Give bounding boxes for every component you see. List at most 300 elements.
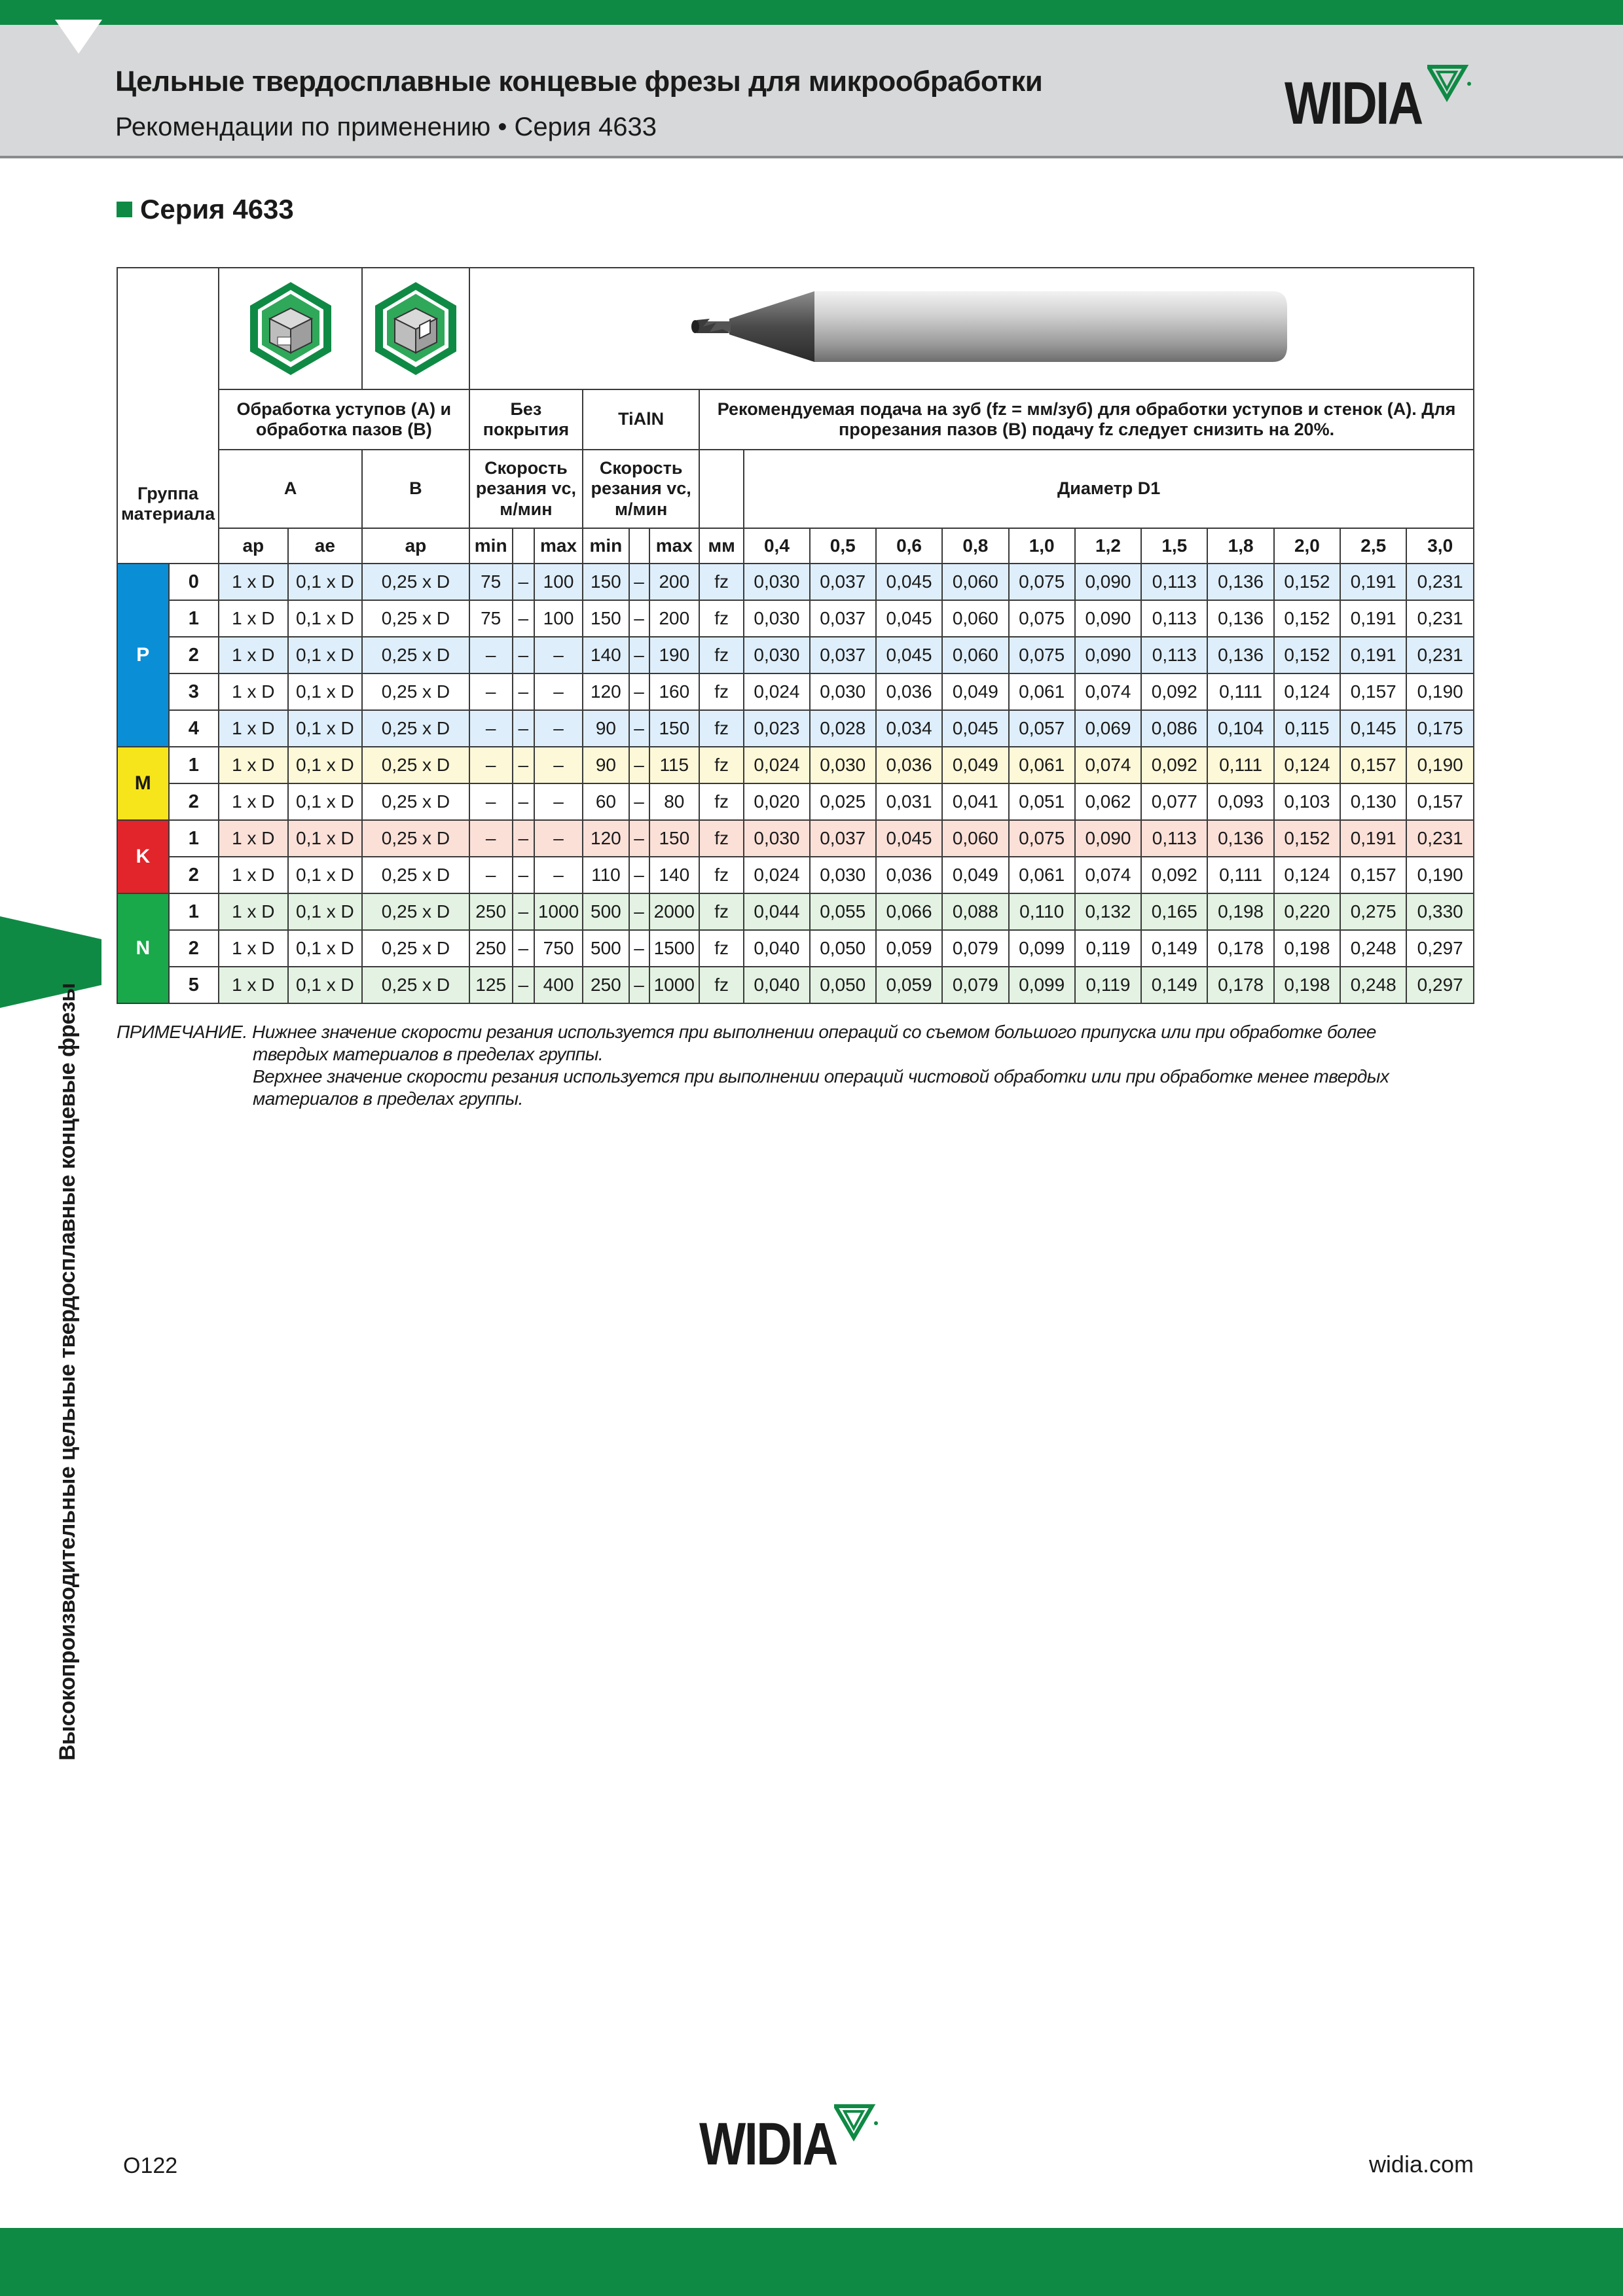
feed-value-cell: 0,220 bbox=[1274, 893, 1340, 930]
table-row bbox=[117, 857, 1474, 893]
feed-value-cell: 0,079 bbox=[942, 930, 1008, 967]
d1-cell: – bbox=[513, 893, 534, 930]
feed-value-cell: 0,136 bbox=[1207, 637, 1273, 673]
d1-cell: – bbox=[513, 967, 534, 1003]
ae-cell: 0,1 x D bbox=[288, 893, 363, 930]
feed-value-cell: 0,045 bbox=[876, 600, 942, 637]
end-mill-tool-image bbox=[611, 274, 1332, 379]
feed-value-cell: 0,062 bbox=[1075, 783, 1141, 820]
feed-value-cell: 0,079 bbox=[942, 967, 1008, 1003]
feed-value-cell: 0,090 bbox=[1075, 600, 1141, 637]
fz-cell: fz bbox=[699, 747, 744, 783]
max2-cell: 190 bbox=[649, 637, 700, 673]
min1-cell: 125 bbox=[469, 967, 513, 1003]
feed-value-cell: 0,034 bbox=[876, 710, 942, 747]
min2-cell: 120 bbox=[583, 820, 629, 857]
feed-value-cell: 0,059 bbox=[876, 930, 942, 967]
feed-value-cell: 0,074 bbox=[1075, 673, 1141, 710]
feed-value-cell: 0,297 bbox=[1406, 967, 1474, 1003]
diameter-col-header: 2,5 bbox=[1340, 528, 1406, 564]
feed-value-cell: 0,165 bbox=[1141, 893, 1207, 930]
feed-value-cell: 0,049 bbox=[942, 857, 1008, 893]
min2-cell: 250 bbox=[583, 967, 629, 1003]
ap2-cell: 0,25 x D bbox=[362, 564, 469, 600]
speed-header-2: Скорость резания vc, м/мин bbox=[583, 450, 699, 528]
table-row bbox=[117, 967, 1474, 1003]
ae-cell: 0,1 x D bbox=[288, 967, 363, 1003]
feed-value-cell: 0,045 bbox=[942, 710, 1008, 747]
feed-value-cell: 0,136 bbox=[1207, 564, 1273, 600]
ap2-cell: 0,25 x D bbox=[362, 710, 469, 747]
d1-cell: – bbox=[513, 710, 534, 747]
feed-value-cell: 0,028 bbox=[810, 710, 876, 747]
feed-value-cell: 0,099 bbox=[1009, 967, 1075, 1003]
feed-value-cell: 0,044 bbox=[744, 893, 809, 930]
coating-uncoated-header: Без покрытия bbox=[469, 389, 583, 450]
ap-cell: 1 x D bbox=[219, 820, 287, 857]
min2-cell: 150 bbox=[583, 564, 629, 600]
blank-header bbox=[699, 450, 744, 528]
ap2-cell: 0,25 x D bbox=[362, 600, 469, 637]
max1-cell: – bbox=[534, 673, 583, 710]
feed-value-cell: 0,104 bbox=[1207, 710, 1273, 747]
feed-value-cell: 0,061 bbox=[1009, 857, 1075, 893]
feed-value-cell: 0,093 bbox=[1207, 783, 1273, 820]
top-green-bar bbox=[0, 0, 1623, 25]
feed-value-cell: 0,061 bbox=[1009, 673, 1075, 710]
fz-cell: fz bbox=[699, 673, 744, 710]
feed-value-cell: 0,124 bbox=[1274, 673, 1340, 710]
side-label: Высокопроизводительные цельные твердосплавные концевые фрезы bbox=[55, 983, 80, 1761]
feed-value-cell: 0,045 bbox=[876, 564, 942, 600]
max1-cell: – bbox=[534, 783, 583, 820]
feed-value-cell: 0,077 bbox=[1141, 783, 1207, 820]
ae-cell: 0,1 x D bbox=[288, 857, 363, 893]
subgroup-cell: 2 bbox=[169, 783, 219, 820]
feed-value-cell: 0,036 bbox=[876, 673, 942, 710]
feed-value-cell: 0,090 bbox=[1075, 564, 1141, 600]
feed-value-cell: 0,149 bbox=[1141, 930, 1207, 967]
feed-value-cell: 0,074 bbox=[1075, 747, 1141, 783]
d2-cell: – bbox=[629, 747, 649, 783]
min1-cell: – bbox=[469, 783, 513, 820]
feed-value-cell: 0,152 bbox=[1274, 600, 1340, 637]
feed-value-cell: 0,111 bbox=[1207, 857, 1273, 893]
feed-value-cell: 0,040 bbox=[744, 967, 809, 1003]
feed-value-cell: 0,111 bbox=[1207, 747, 1273, 783]
widia-triangle-icon bbox=[1427, 64, 1473, 103]
feed-value-cell: 0,030 bbox=[744, 820, 809, 857]
table-row bbox=[117, 747, 1474, 783]
d2-cell: – bbox=[629, 710, 649, 747]
diameter-col-header: 1,2 bbox=[1075, 528, 1141, 564]
ap-cell: 1 x D bbox=[219, 857, 287, 893]
feed-value-cell: 0,060 bbox=[942, 600, 1008, 637]
widia-logo bbox=[1285, 70, 1452, 137]
min2-cell: 110 bbox=[583, 857, 629, 893]
coating-tialn-header: TiAlN bbox=[583, 389, 699, 450]
feed-value-cell: 0,113 bbox=[1141, 600, 1207, 637]
max2-cell: 200 bbox=[649, 600, 700, 637]
feed-value-cell: 0,157 bbox=[1340, 747, 1406, 783]
subgroup-cell: 1 bbox=[169, 820, 219, 857]
max1-cell: – bbox=[534, 637, 583, 673]
min1-header: min bbox=[469, 528, 513, 564]
min1-cell: 75 bbox=[469, 600, 513, 637]
widia-triangle-icon bbox=[834, 2104, 880, 2143]
feed-value-cell: 0,190 bbox=[1406, 673, 1474, 710]
feed-value-cell: 0,124 bbox=[1274, 857, 1340, 893]
feed-value-cell: 0,157 bbox=[1406, 783, 1474, 820]
subgroup-cell: 5 bbox=[169, 967, 219, 1003]
shoulder-icon-cell bbox=[219, 268, 362, 389]
feed-value-cell: 0,050 bbox=[810, 930, 876, 967]
feed-value-cell: 0,145 bbox=[1340, 710, 1406, 747]
diameter-col-header: 1,5 bbox=[1141, 528, 1207, 564]
table-row bbox=[117, 564, 1474, 600]
table-row bbox=[117, 600, 1474, 637]
diameter-col-header: 1,0 bbox=[1009, 528, 1075, 564]
feed-value-cell: 0,113 bbox=[1141, 637, 1207, 673]
feed-value-cell: 0,231 bbox=[1406, 564, 1474, 600]
feed-value-cell: 0,099 bbox=[1009, 930, 1075, 967]
bottom-green-bar bbox=[0, 2228, 1623, 2296]
feed-value-cell: 0,231 bbox=[1406, 820, 1474, 857]
max2-cell: 115 bbox=[649, 747, 700, 783]
fz-cell: fz bbox=[699, 637, 744, 673]
max2-cell: 1000 bbox=[649, 967, 700, 1003]
note-line: Верхнее значение скорости резания используется при выполнении операций чистовой обработки или при обработке менее твердых bbox=[253, 1066, 1389, 1086]
d2-cell: – bbox=[629, 637, 649, 673]
feed-value-cell: 0,231 bbox=[1406, 600, 1474, 637]
max2-cell: 140 bbox=[649, 857, 700, 893]
feed-value-cell: 0,090 bbox=[1075, 637, 1141, 673]
ap2-cell: 0,25 x D bbox=[362, 747, 469, 783]
min2-cell: 140 bbox=[583, 637, 629, 673]
max2-cell: 80 bbox=[649, 783, 700, 820]
ae-header: ae bbox=[288, 528, 363, 564]
fz-cell: fz bbox=[699, 783, 744, 820]
page-title: Цельные твердосплавные концевые фрезы для микрообработки bbox=[115, 65, 1043, 98]
min1-cell: – bbox=[469, 747, 513, 783]
diameter-col-header: 2,0 bbox=[1274, 528, 1340, 564]
feed-value-cell: 0,060 bbox=[942, 820, 1008, 857]
table-row bbox=[117, 710, 1474, 747]
ap2-cell: 0,25 x D bbox=[362, 637, 469, 673]
feed-value-cell: 0,248 bbox=[1340, 967, 1406, 1003]
feed-value-cell: 0,024 bbox=[744, 673, 809, 710]
feed-value-cell: 0,030 bbox=[810, 673, 876, 710]
feed-value-cell: 0,124 bbox=[1274, 747, 1340, 783]
feed-value-cell: 0,136 bbox=[1207, 600, 1273, 637]
feed-value-cell: 0,248 bbox=[1340, 930, 1406, 967]
max2-cell: 150 bbox=[649, 820, 700, 857]
fz-cell: fz bbox=[699, 820, 744, 857]
max1-cell: 1000 bbox=[534, 893, 583, 930]
table-row bbox=[117, 820, 1474, 857]
feed-value-cell: 0,297 bbox=[1406, 930, 1474, 967]
feed-value-cell: 0,136 bbox=[1207, 820, 1273, 857]
green-square-icon bbox=[117, 202, 132, 217]
feed-value-cell: 0,086 bbox=[1141, 710, 1207, 747]
group-header-bottom bbox=[117, 528, 219, 564]
feed-value-cell: 0,149 bbox=[1141, 967, 1207, 1003]
feed-value-cell: 0,157 bbox=[1340, 673, 1406, 710]
d2-cell: – bbox=[629, 893, 649, 930]
diameter-col-header: 0,6 bbox=[876, 528, 942, 564]
d2-cell: – bbox=[629, 820, 649, 857]
max2-cell: 150 bbox=[649, 710, 700, 747]
feed-value-cell: 0,066 bbox=[876, 893, 942, 930]
feed-value-cell: 0,030 bbox=[744, 637, 809, 673]
feed-value-cell: 0,041 bbox=[942, 783, 1008, 820]
feed-value-cell: 0,152 bbox=[1274, 637, 1340, 673]
feed-value-cell: 0,040 bbox=[744, 930, 809, 967]
feed-value-cell: 0,060 bbox=[942, 564, 1008, 600]
feed-value-cell: 0,051 bbox=[1009, 783, 1075, 820]
feed-value-cell: 0,075 bbox=[1009, 600, 1075, 637]
feed-value-cell: 0,069 bbox=[1075, 710, 1141, 747]
table-row bbox=[117, 930, 1474, 967]
feed-value-cell: 0,059 bbox=[876, 967, 942, 1003]
table-row bbox=[117, 783, 1474, 820]
d2-cell: – bbox=[629, 857, 649, 893]
subgroup-cell: 4 bbox=[169, 710, 219, 747]
material-group-k: K bbox=[117, 820, 169, 893]
min2-cell: 500 bbox=[583, 930, 629, 967]
min1-cell: 250 bbox=[469, 893, 513, 930]
d1-cell: – bbox=[513, 600, 534, 637]
feed-value-cell: 0,024 bbox=[744, 857, 809, 893]
material-group-n: N bbox=[117, 893, 169, 1003]
d2-cell: – bbox=[629, 930, 649, 967]
fz-cell: fz bbox=[699, 930, 744, 967]
feed-value-cell: 0,119 bbox=[1075, 930, 1141, 967]
feed-value-cell: 0,037 bbox=[810, 820, 876, 857]
group-header: Группа материала bbox=[120, 483, 215, 524]
ae-cell: 0,1 x D bbox=[288, 600, 363, 637]
max2-header: max bbox=[649, 528, 700, 564]
d1-cell: – bbox=[513, 637, 534, 673]
ae-cell: 0,1 x D bbox=[288, 747, 363, 783]
feed-value-cell: 0,055 bbox=[810, 893, 876, 930]
max2-cell: 160 bbox=[649, 673, 700, 710]
table-body bbox=[117, 564, 1474, 1003]
feed-value-cell: 0,024 bbox=[744, 747, 809, 783]
min2-cell: 90 bbox=[583, 710, 629, 747]
feed-value-cell: 0,111 bbox=[1207, 673, 1273, 710]
feed-value-cell: 0,115 bbox=[1274, 710, 1340, 747]
note-line: материалов в пределах группы. bbox=[253, 1088, 523, 1109]
operation-header: Обработка уступов (A) и обработка пазов (B) bbox=[219, 389, 469, 450]
ae-cell: 0,1 x D bbox=[288, 637, 363, 673]
table-row bbox=[117, 637, 1474, 673]
widia-logo-footer bbox=[699, 2111, 867, 2178]
mm-header: мм bbox=[699, 528, 744, 564]
footer-brand-wordmark: WIDIA bbox=[699, 2111, 837, 2178]
d1-cell: – bbox=[513, 783, 534, 820]
feed-value-cell: 0,152 bbox=[1274, 820, 1340, 857]
fz-cell: fz bbox=[699, 564, 744, 600]
d2-cell: – bbox=[629, 783, 649, 820]
feed-value-cell: 0,191 bbox=[1340, 564, 1406, 600]
d2-cell: – bbox=[629, 673, 649, 710]
feed-value-cell: 0,030 bbox=[810, 857, 876, 893]
feed-value-cell: 0,049 bbox=[942, 673, 1008, 710]
page-number: O122 bbox=[123, 2153, 178, 2178]
diameter-col-header: 0,8 bbox=[942, 528, 1008, 564]
min1-cell: – bbox=[469, 673, 513, 710]
note bbox=[117, 1021, 1389, 1110]
ap2-header: ap bbox=[362, 528, 469, 564]
d2-cell: – bbox=[629, 967, 649, 1003]
ap-cell: 1 x D bbox=[219, 783, 287, 820]
slot-icon-cell bbox=[362, 268, 469, 389]
feed-value-cell: 0,030 bbox=[810, 747, 876, 783]
material-group-m: M bbox=[117, 747, 169, 820]
fz-cell: fz bbox=[699, 710, 744, 747]
feed-value-cell: 0,090 bbox=[1075, 820, 1141, 857]
section-title bbox=[117, 194, 294, 225]
feed-value-cell: 0,103 bbox=[1274, 783, 1340, 820]
tool-image-cell bbox=[469, 268, 1474, 389]
feed-value-cell: 0,113 bbox=[1141, 820, 1207, 857]
diameter-col-header: 0,5 bbox=[810, 528, 876, 564]
ap2-cell: 0,25 x D bbox=[362, 857, 469, 893]
group-header-cell bbox=[117, 268, 219, 528]
feed-value-cell: 0,198 bbox=[1274, 967, 1340, 1003]
feed-value-cell: 0,110 bbox=[1009, 893, 1075, 930]
feed-value-cell: 0,157 bbox=[1340, 857, 1406, 893]
ap-cell: 1 x D bbox=[219, 930, 287, 967]
min1-cell: – bbox=[469, 820, 513, 857]
max1-cell: 100 bbox=[534, 564, 583, 600]
speed-header-1: Скорость резания vc, м/мин bbox=[469, 450, 583, 528]
feed-value-cell: 0,119 bbox=[1075, 967, 1141, 1003]
feed-value-cell: 0,037 bbox=[810, 600, 876, 637]
max1-cell: – bbox=[534, 857, 583, 893]
feed-value-cell: 0,030 bbox=[744, 600, 809, 637]
min2-cell: 500 bbox=[583, 893, 629, 930]
min2-header: min bbox=[583, 528, 629, 564]
subgroup-cell: 1 bbox=[169, 747, 219, 783]
dash1-header bbox=[513, 528, 534, 564]
ap2-cell: 0,25 x D bbox=[362, 820, 469, 857]
feed-value-cell: 0,092 bbox=[1141, 747, 1207, 783]
d1-cell: – bbox=[513, 820, 534, 857]
ap-cell: 1 x D bbox=[219, 637, 287, 673]
max1-cell: – bbox=[534, 820, 583, 857]
application-table bbox=[117, 267, 1474, 1004]
feed-value-cell: 0,198 bbox=[1207, 893, 1273, 930]
feed-value-cell: 0,030 bbox=[744, 564, 809, 600]
diameter-col-header: 0,4 bbox=[744, 528, 809, 564]
subgroup-cell: 0 bbox=[169, 564, 219, 600]
feed-value-cell: 0,061 bbox=[1009, 747, 1075, 783]
max1-cell: 750 bbox=[534, 930, 583, 967]
ap2-cell: 0,25 x D bbox=[362, 673, 469, 710]
feed-value-cell: 0,191 bbox=[1340, 600, 1406, 637]
min1-cell: 250 bbox=[469, 930, 513, 967]
max1-cell: – bbox=[534, 710, 583, 747]
feed-value-cell: 0,175 bbox=[1406, 710, 1474, 747]
subgroup-cell: 2 bbox=[169, 857, 219, 893]
ap2-cell: 0,25 x D bbox=[362, 893, 469, 930]
ap2-cell: 0,25 x D bbox=[362, 930, 469, 967]
col-b-header: B bbox=[362, 450, 469, 528]
feed-value-cell: 0,191 bbox=[1340, 637, 1406, 673]
d1-cell: – bbox=[513, 673, 534, 710]
subgroup-cell: 1 bbox=[169, 600, 219, 637]
col-a-header: A bbox=[219, 450, 362, 528]
min2-cell: 120 bbox=[583, 673, 629, 710]
website-link[interactable]: widia.com bbox=[1368, 2151, 1474, 2178]
max1-cell: 100 bbox=[534, 600, 583, 637]
feed-value-cell: 0,190 bbox=[1406, 857, 1474, 893]
page-subtitle: Рекомендации по применению • Серия 4633 bbox=[115, 113, 657, 141]
min2-cell: 150 bbox=[583, 600, 629, 637]
feed-value-cell: 0,037 bbox=[810, 637, 876, 673]
material-group-p: P bbox=[117, 564, 169, 747]
ap-cell: 1 x D bbox=[219, 893, 287, 930]
subgroup-cell: 1 bbox=[169, 893, 219, 930]
feed-value-cell: 0,092 bbox=[1141, 857, 1207, 893]
feed-value-cell: 0,092 bbox=[1141, 673, 1207, 710]
note-line: ПРИМЕЧАНИЕ. Нижнее значение скорости резания используется при выполнении операций со съемом большого припуска или при обработке более bbox=[117, 1022, 1376, 1042]
fz-cell: fz bbox=[699, 600, 744, 637]
feed-value-cell: 0,020 bbox=[744, 783, 809, 820]
feed-value-cell: 0,074 bbox=[1075, 857, 1141, 893]
feed-value-cell: 0,050 bbox=[810, 967, 876, 1003]
max2-cell: 1500 bbox=[649, 930, 700, 967]
ae-cell: 0,1 x D bbox=[288, 710, 363, 747]
feed-value-cell: 0,088 bbox=[942, 893, 1008, 930]
d1-cell: – bbox=[513, 857, 534, 893]
feed-value-cell: 0,075 bbox=[1009, 637, 1075, 673]
fz-cell: fz bbox=[699, 893, 744, 930]
feed-value-cell: 0,037 bbox=[810, 564, 876, 600]
ae-cell: 0,1 x D bbox=[288, 673, 363, 710]
dash2-header bbox=[629, 528, 649, 564]
slot-milling-icon bbox=[370, 279, 462, 378]
feed-value-cell: 0,113 bbox=[1141, 564, 1207, 600]
feed-value-cell: 0,152 bbox=[1274, 564, 1340, 600]
feed-value-cell: 0,045 bbox=[876, 637, 942, 673]
subgroup-cell: 3 bbox=[169, 673, 219, 710]
min2-cell: 90 bbox=[583, 747, 629, 783]
table-row bbox=[117, 673, 1474, 710]
min1-cell: – bbox=[469, 857, 513, 893]
d1-cell: – bbox=[513, 930, 534, 967]
feed-value-cell: 0,045 bbox=[876, 820, 942, 857]
ap-cell: 1 x D bbox=[219, 600, 287, 637]
ae-cell: 0,1 x D bbox=[288, 564, 363, 600]
feed-value-cell: 0,130 bbox=[1340, 783, 1406, 820]
feed-value-cell: 0,178 bbox=[1207, 967, 1273, 1003]
subgroup-cell: 2 bbox=[169, 930, 219, 967]
feed-value-cell: 0,075 bbox=[1009, 820, 1075, 857]
feed-value-cell: 0,075 bbox=[1009, 564, 1075, 600]
diameter-col-header: 1,8 bbox=[1207, 528, 1273, 564]
feed-value-cell: 0,132 bbox=[1075, 893, 1141, 930]
feed-value-cell: 0,330 bbox=[1406, 893, 1474, 930]
ap-cell: 1 x D bbox=[219, 564, 287, 600]
d1-cell: – bbox=[513, 564, 534, 600]
feed-value-cell: 0,060 bbox=[942, 637, 1008, 673]
note-line: твердых материалов в пределах группы. bbox=[253, 1044, 604, 1064]
ap-cell: 1 x D bbox=[219, 710, 287, 747]
feed-value-cell: 0,275 bbox=[1340, 893, 1406, 930]
